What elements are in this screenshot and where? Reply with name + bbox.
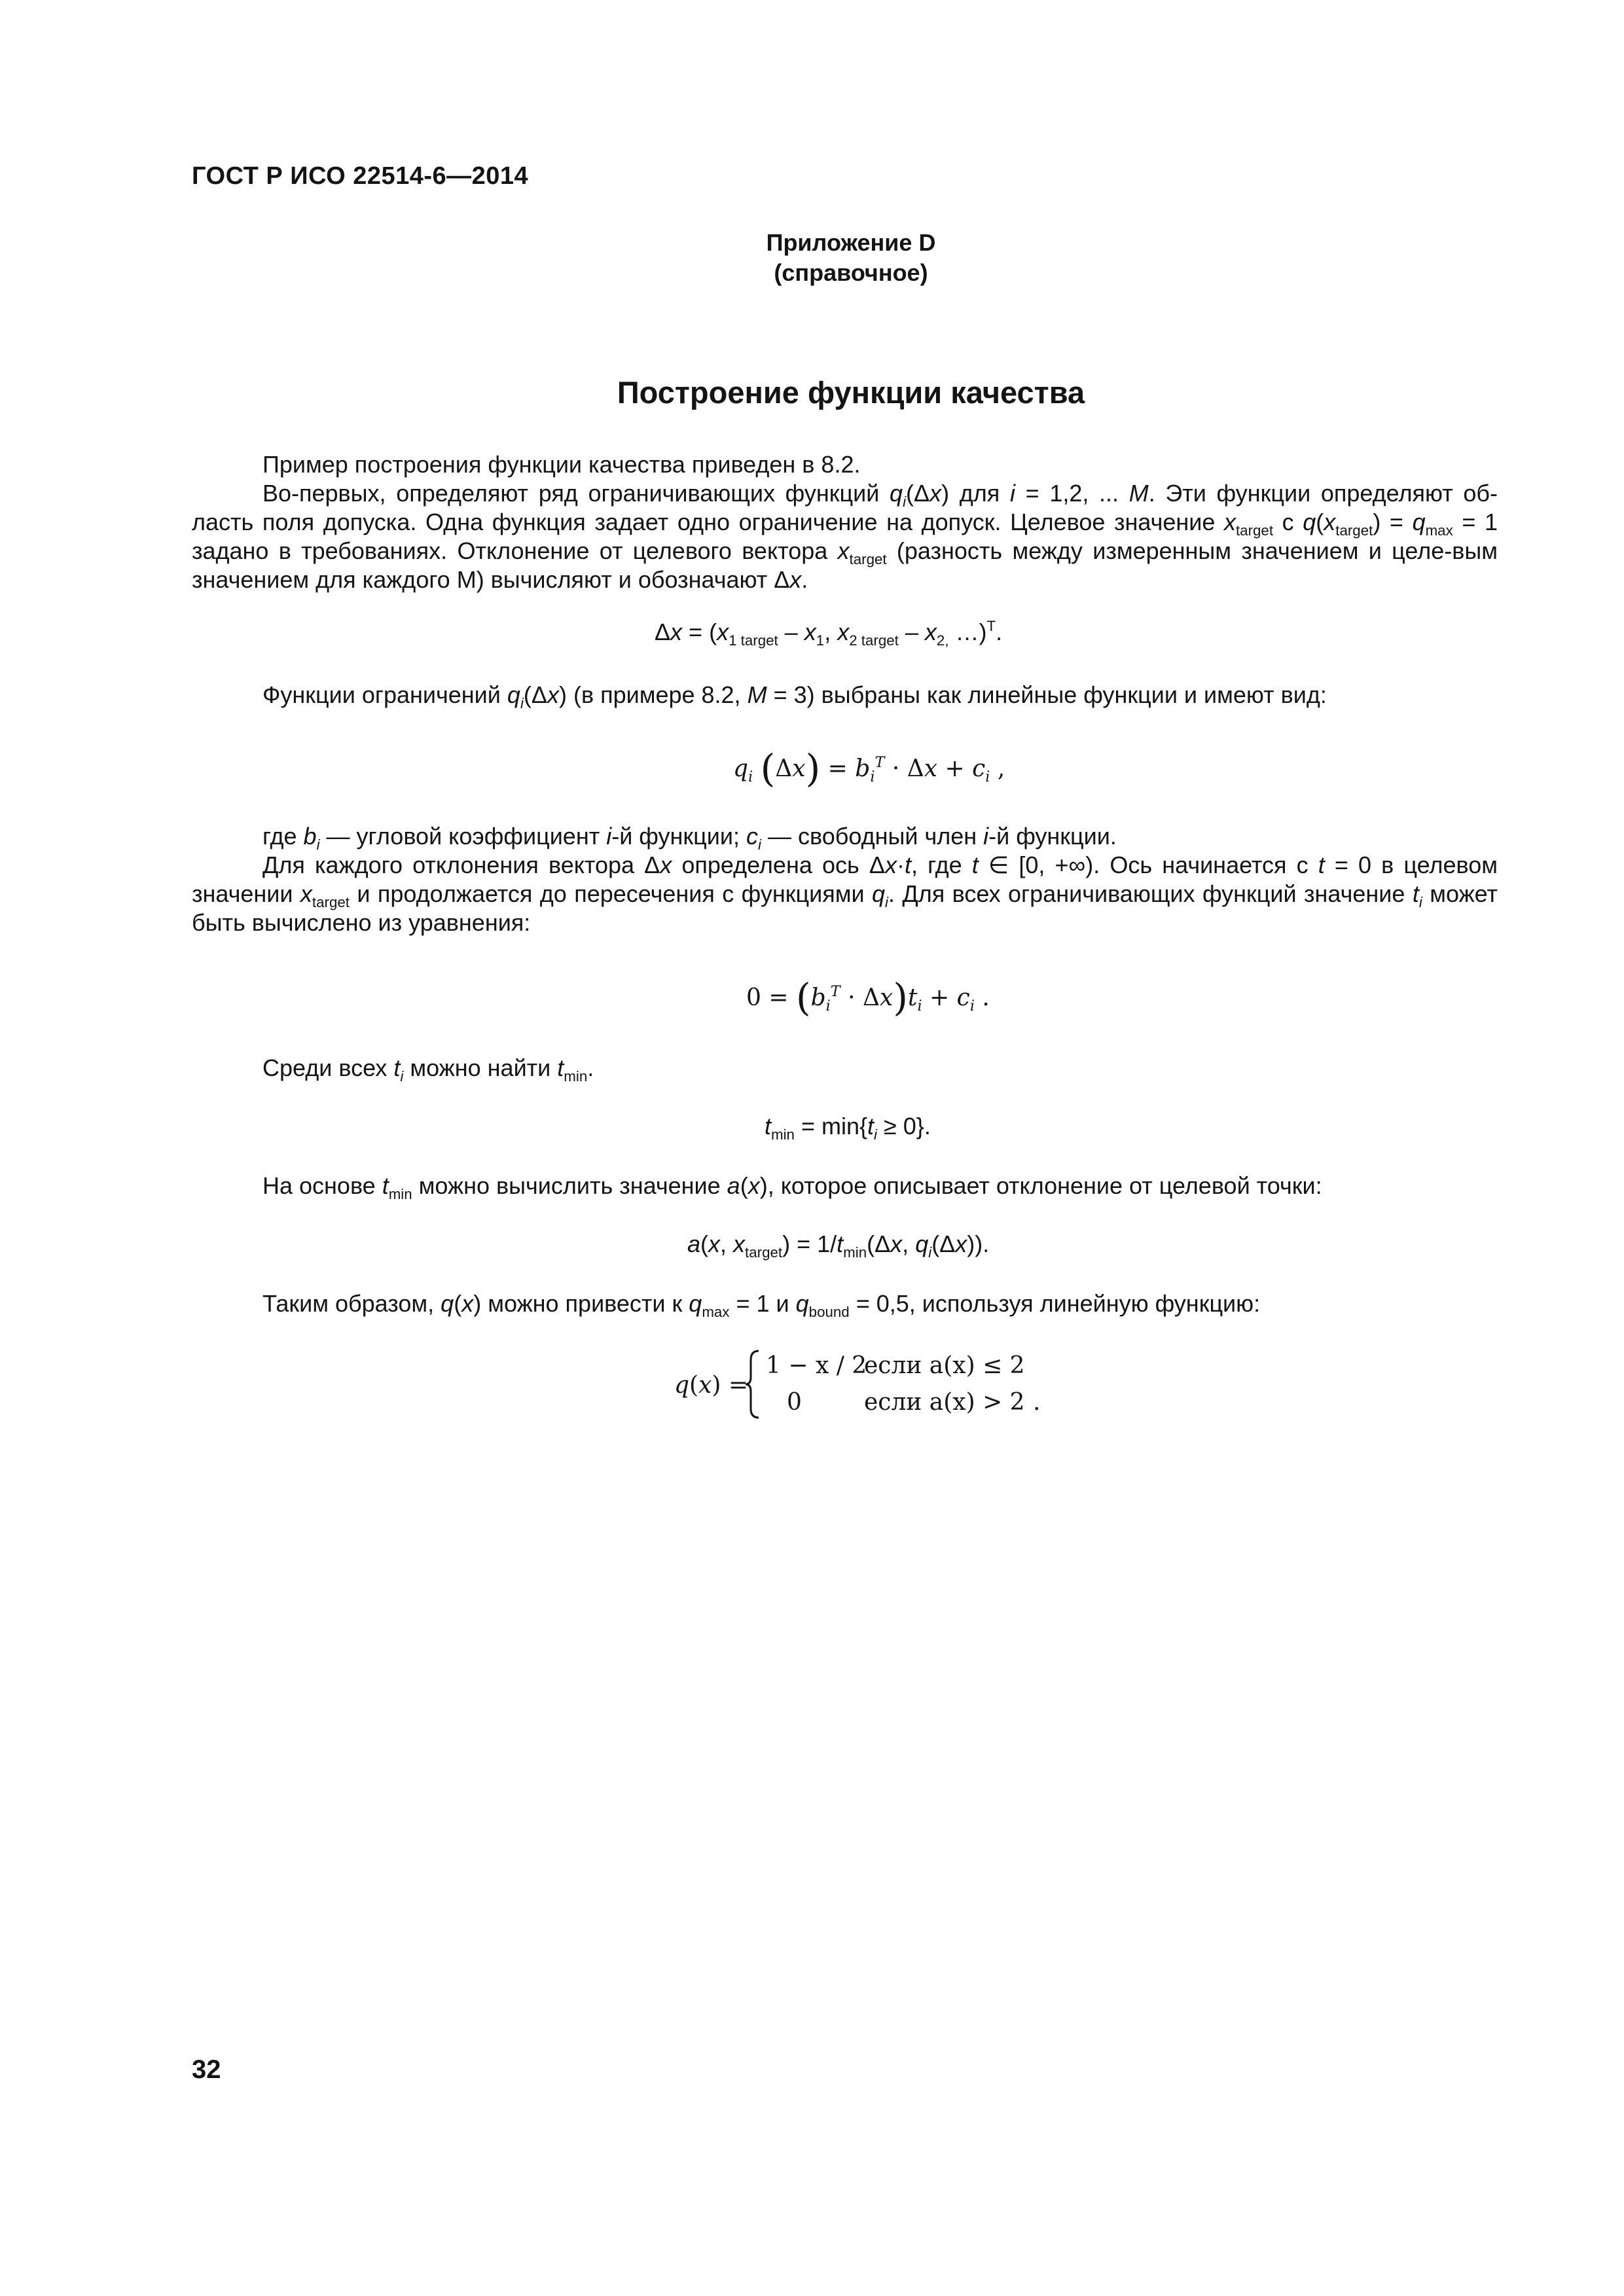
case1-condition: если a(x) ≤ 2 — [864, 1352, 1025, 1379]
formula-delta-x: $\Delta x = (x_{1 target} - x_1$, $x_{2 target} - x_{2,}$ …)$^T$. — [655, 618, 1003, 649]
formula-qi-linear: $q_i$ $(\Delta x) = b_i^T \cdot \Delta x + c_i$ , — [733, 746, 1005, 791]
page-title: Построение функции качества — [617, 375, 1085, 410]
paragraph-linear-functions: Функции ограничений $q_i(\Delta x)$ (в примере 8.2, M = 3) выбраны как линейные функции и имеют вид: — [262, 681, 1327, 711]
annex-label: Приложение D — [766, 229, 936, 256]
page-number: 32 — [192, 2055, 221, 2084]
paragraph-axis: Для каждого отклонения вектора Δx определена ось Δx·t, где t ∈ [0, +∞). Ось начинается с t = 0 в целевом значении $x_{target}$ и продолжается до пересечения с функциями $q_i$. Для всех ограничивающих функций значение $t_i$ может быть вычислено из уравнения: — [192, 852, 1498, 936]
formula-intersection: $0 = (b_i^T \cdot \Delta x)t_i + c_i$ . — [746, 975, 990, 1020]
case1-expression: 1 − x / 2 — [766, 1352, 867, 1379]
paragraph-tmin: Среди всех $t_i$ можно найти $t_{min}$. — [262, 1054, 594, 1085]
case2-expression: 0 — [787, 1389, 802, 1416]
paragraph-deviation: На основе $t_{min}$ можно вычислить значение a(x), которое описывает отклонение от целевой точки: — [262, 1172, 1322, 1202]
document-code-header: ГОСТ Р ИСО 22514-6—2014 — [192, 162, 529, 190]
formula-tmin: $t_{min} = \min\{t_i \ge 0\}$. — [765, 1113, 931, 1143]
paragraph-normalize: Таким образом, q(x) можно привести к $q_{max} = 1$ и $q_{bound} = 0,5$, используя линейную функцию: — [262, 1290, 1261, 1320]
annex-type: (справочное) — [774, 259, 928, 286]
brace-icon — [743, 1348, 763, 1420]
formula-a-of-x: a(x, $x_{target}) = 1/t_{min}(\Delta x$, $q_i(\Delta x)$). — [687, 1230, 990, 1261]
paragraph-where: где $b_i$ — угловой коэффициент i-й функции; $c_i$ — свободный член i-й функции. — [262, 823, 1117, 853]
case2-condition: если a(x) > 2 — [864, 1389, 1025, 1416]
paragraph-intro: Пример построения функции качества приведен в 8.2. — [262, 451, 861, 478]
paragraph-constraints: Во-первых, определяют ряд ограничивающих функций $q_i(\Delta x)$ для i = 1,2, ... M. Эти функции определяют об-ласть поля допуска. Одна функция задает одно ограничение на допуск. Целевое значение $x_{target}$ с $q(x_{target}) = q_{max} = 1$ задано в требованиях. Отклонение от целевого вектора $x_{target}$ (разность между измеренным значением и целе-вым значением для каждого М) вычисляют и обозначают Δx. — [192, 480, 1498, 593]
